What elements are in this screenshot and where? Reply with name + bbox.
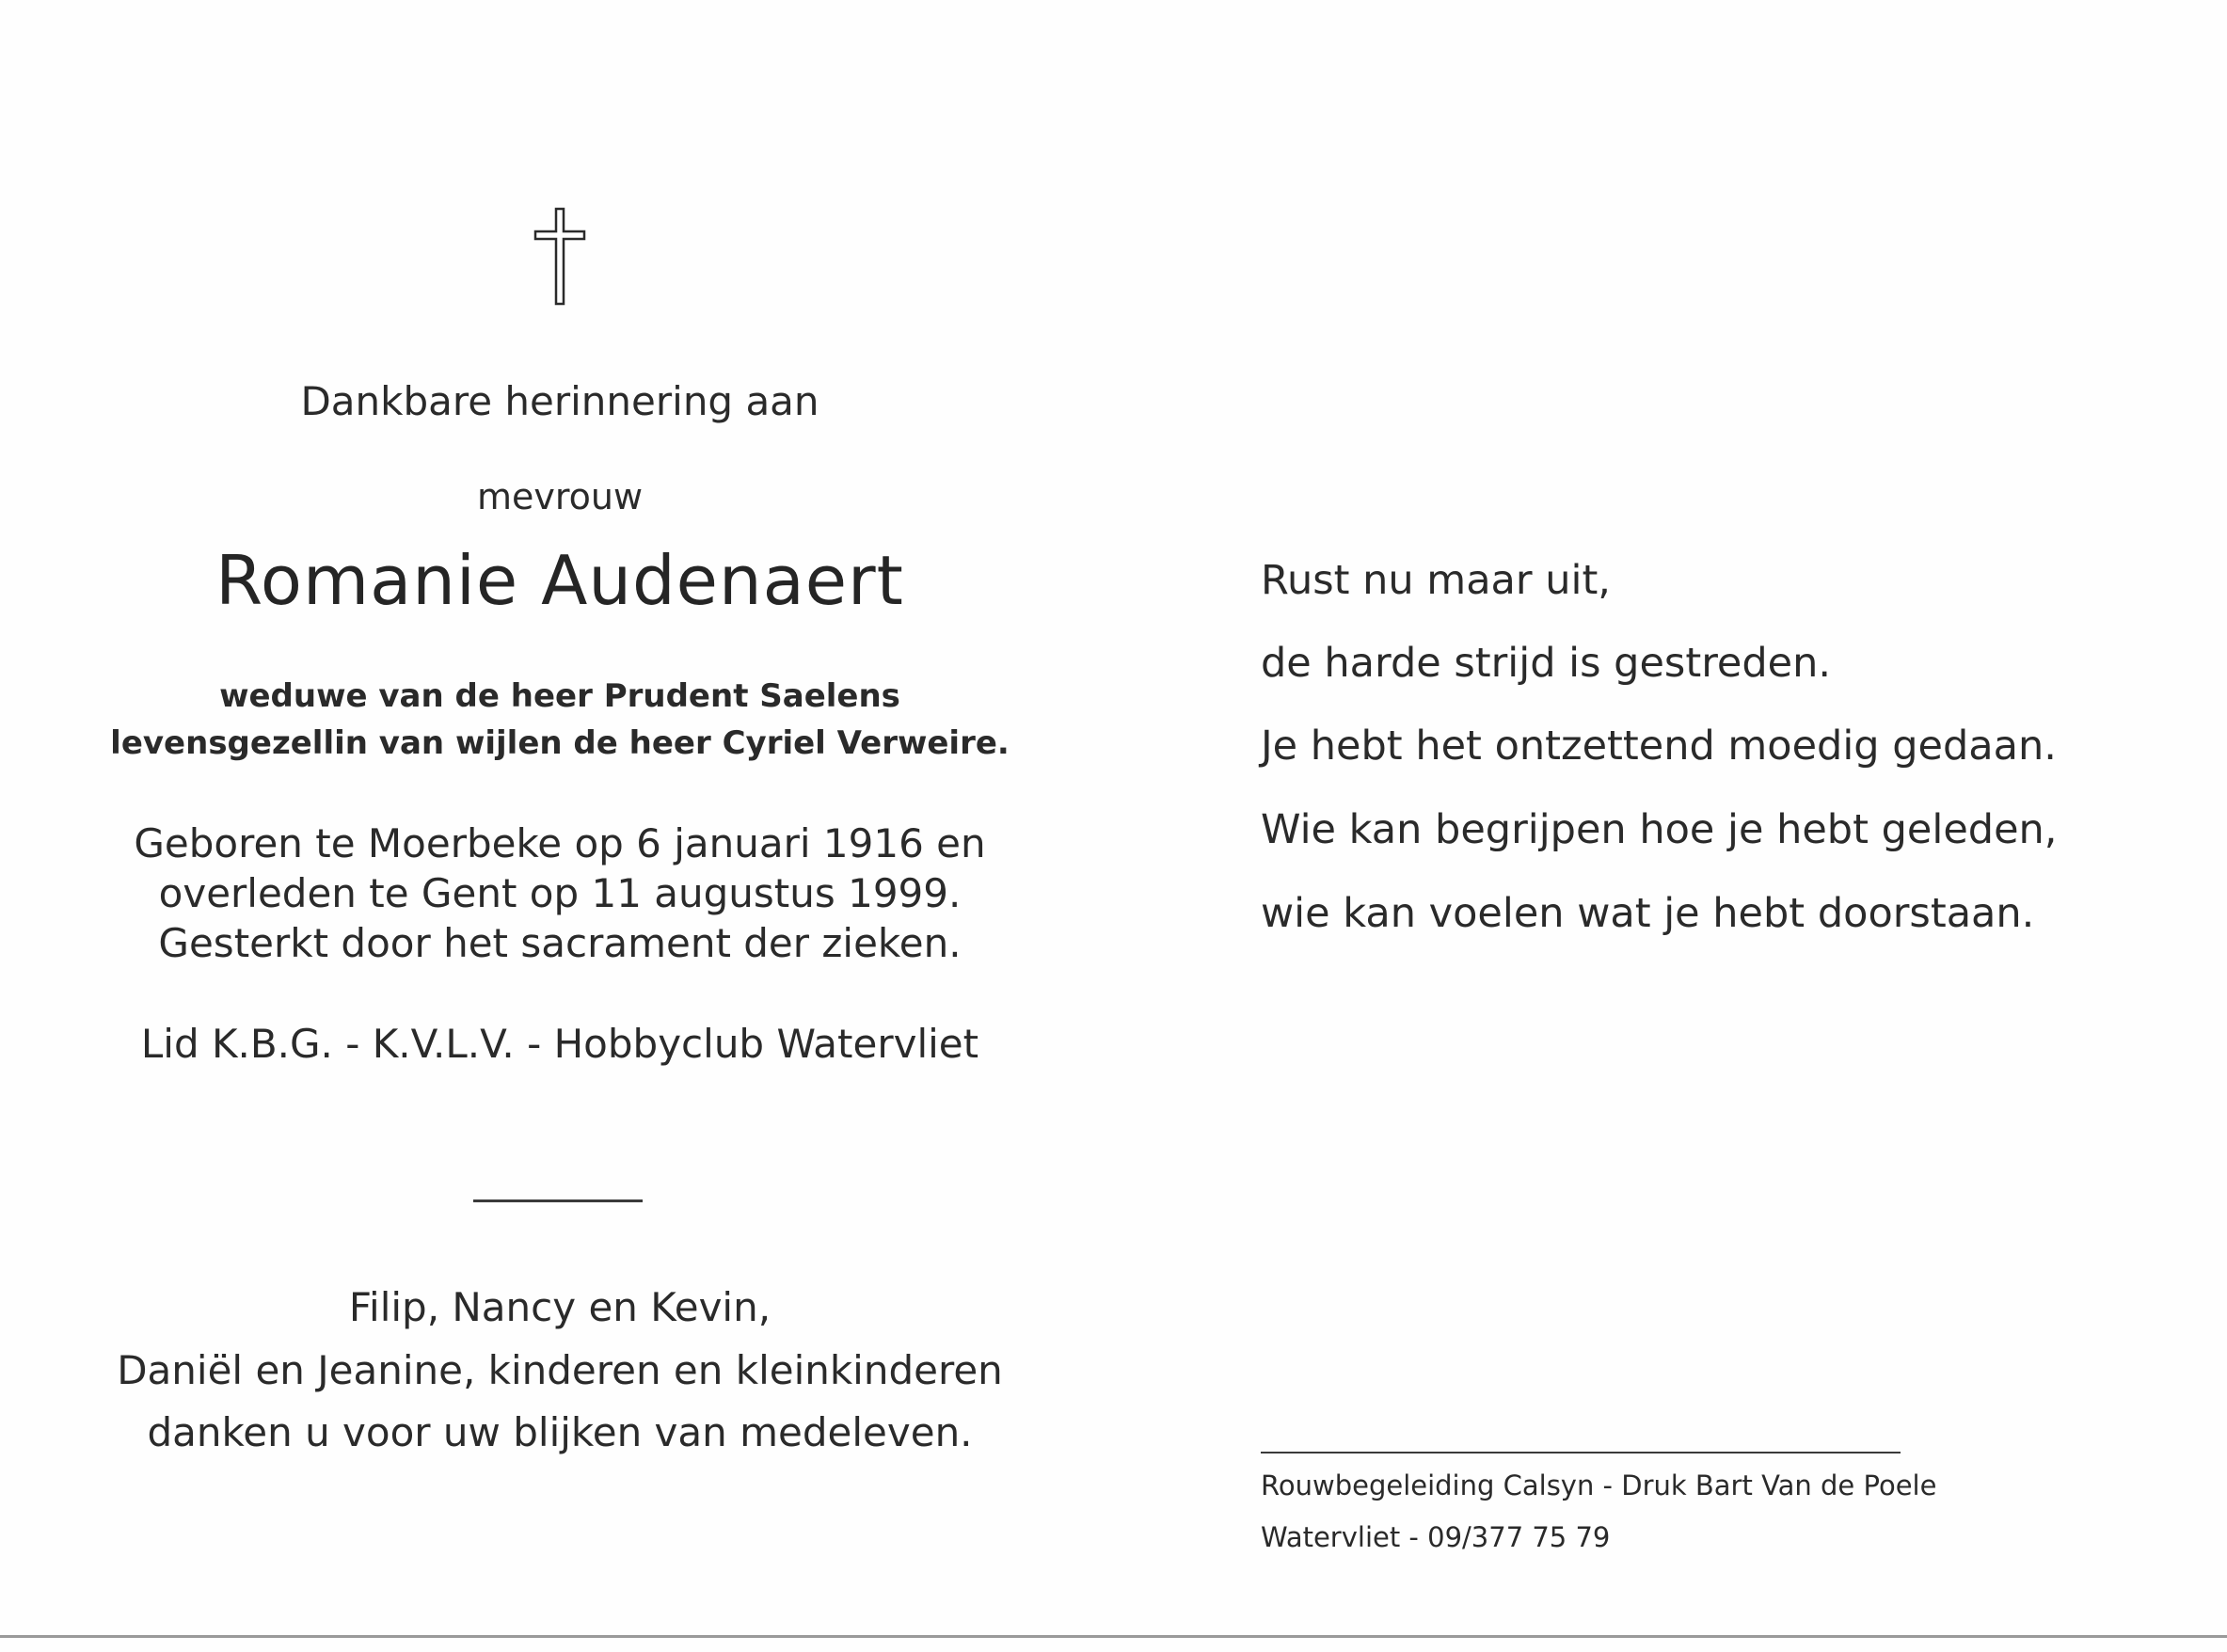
- credit-rule: [1261, 1452, 1901, 1453]
- family-line-1: Filip, Nancy en Kevin,: [348, 1284, 771, 1330]
- poem-line: Rust nu maar uit,: [1261, 557, 1611, 604]
- card-bottom-edge: [0, 1635, 2227, 1638]
- cross-icon: [533, 207, 586, 306]
- right-panel: [1261, 0, 2164, 1637]
- family-line-3: danken u voor uw blijken van medeleven.: [147, 1409, 973, 1455]
- birth-line-1: Geboren te Moerbeke op 6 januari 1916 en: [134, 820, 986, 866]
- poem-line: Je hebt het ontzettend moedig gedaan.: [1261, 723, 2057, 770]
- left-panel: [85, 0, 1035, 1637]
- birth-line-2: overleden te Gent op 11 augustus 1999.: [158, 870, 962, 916]
- intro-text: Dankbare herinnering aan: [300, 378, 819, 424]
- credit-line-2: Watervliet - 09/377 75 79: [1261, 1521, 1611, 1553]
- spouse-line-2: levensgezellin van wijlen de heer Cyriel Verweire.: [110, 724, 1010, 762]
- spouse-line-1: weduwe van de heer Prudent Saelens: [219, 677, 900, 715]
- credit-line-1: Rouwbegeleiding Calsyn - Druk Bart Van de Poele: [1261, 1469, 1937, 1501]
- poem-line: de harde strijd is gestreden.: [1261, 640, 1832, 687]
- title-word: mevrouw: [476, 476, 644, 517]
- family-line-2: Daniël en Jeanine, kinderen en kleinkinderen: [117, 1347, 1003, 1393]
- poem-line: Wie kan begrijpen hoe je hebt geleden,: [1261, 806, 2058, 853]
- deceased-name: Romanie Audenaert: [215, 541, 904, 620]
- membership-line: Lid K.B.G. - K.V.L.V. - Hobbyclub Watervliet: [140, 1021, 979, 1067]
- birth-line-3: Gesterkt door het sacrament der zieken.: [158, 920, 962, 966]
- separator-rule: [473, 1199, 643, 1202]
- poem-line: wie kan voelen wat je hebt doorstaan.: [1261, 890, 2035, 937]
